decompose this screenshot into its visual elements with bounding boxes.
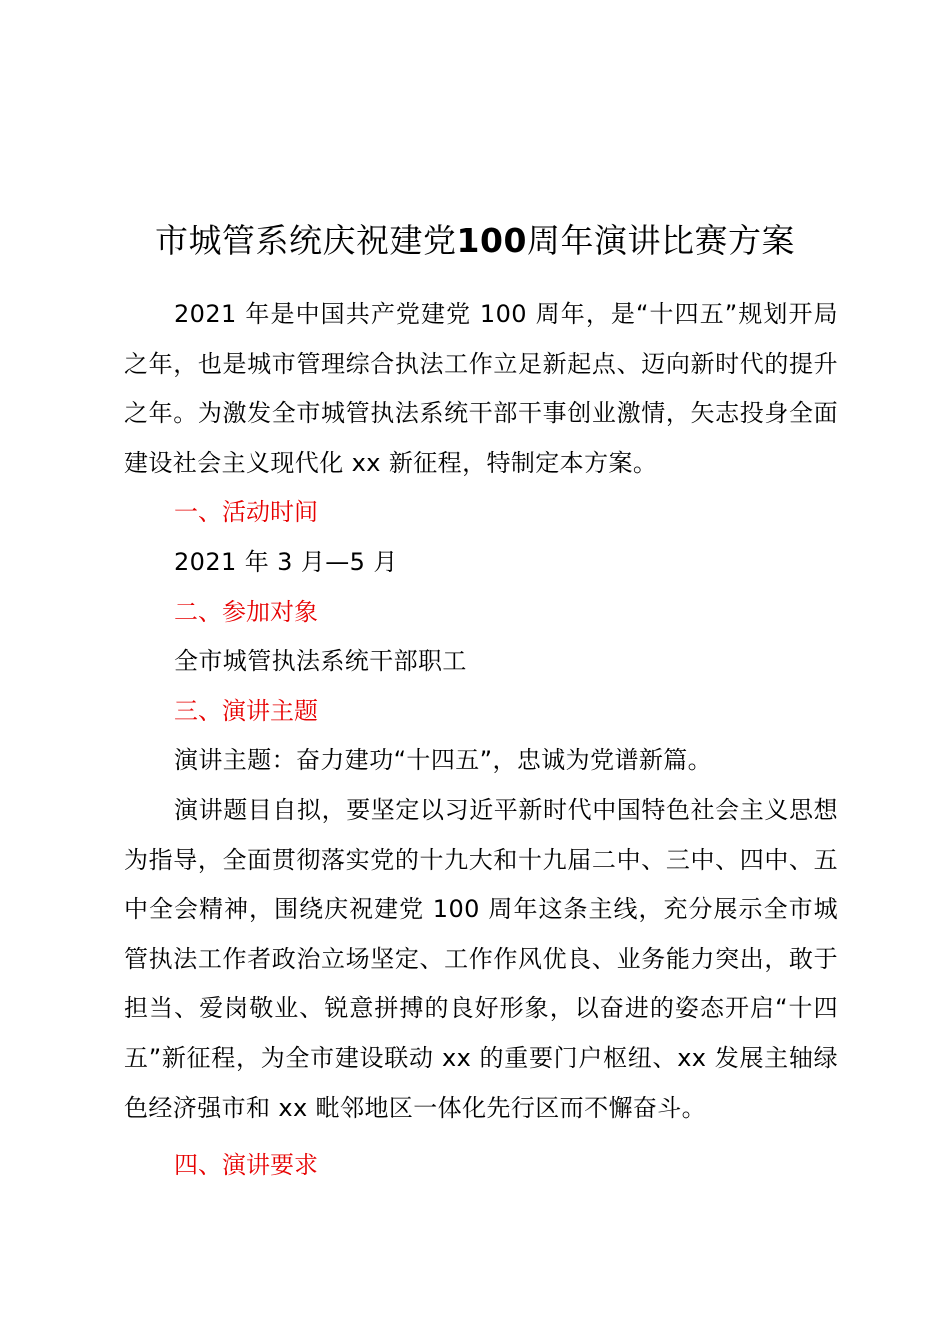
intro-paragraph: 2021 年是中国共产党建党 100 周年，是“十四五”规划开局之年，也是城市管理综合执法工作立足新起点、迈向新时代的提升之年。为激发全市城管执法系统干部干事创业激情，矢志投身全面建设社会主义现代化 xx 新征程，特制定本方案。 bbox=[124, 300, 838, 477]
speech-topic-detail: 演讲题目自拟，要坚定以习近平新时代中国特色社会主义思想为指导，全面贯彻落实党的十九大和十九届二中、三中、四中、五中全会精神，围绕庆祝建党 100 周年这条主线，充分展示全市城管执法工作者政治立场坚定、工作作风优良、业务能力突出，敢于担当、爱岗敬业、锐意拼搏的良好形象，以奋进的姿态开启“十四五”新征程，为全市建设联动 xx 的重要门户枢纽、xx 发展主轴绿色经济强市和 xx 毗邻地区一体化先行区而不懈奋斗。 bbox=[124, 795, 838, 1122]
participants: 全市城管执法系统干部职工 bbox=[174, 647, 467, 676]
section-heading-requirements: 四、演讲要求 bbox=[174, 1151, 318, 1180]
section-heading-participants: 二、参加对象 bbox=[174, 597, 318, 626]
activity-time: 2021 年 3 月—5 月 bbox=[174, 547, 398, 576]
document-title bbox=[0, 213, 950, 269]
title-number: 100 bbox=[456, 221, 527, 260]
title-prefix: 市城管系统庆祝建党 bbox=[155, 221, 457, 260]
document-body bbox=[124, 290, 838, 1191]
section-heading-theme: 三、演讲主题 bbox=[174, 696, 318, 725]
section-heading-time: 一、活动时间 bbox=[174, 498, 318, 527]
speech-theme: 演讲主题：奋力建功“十四五”，忠诚为党谱新篇。 bbox=[174, 746, 713, 775]
title-suffix: 周年演讲比赛方案 bbox=[526, 221, 795, 260]
